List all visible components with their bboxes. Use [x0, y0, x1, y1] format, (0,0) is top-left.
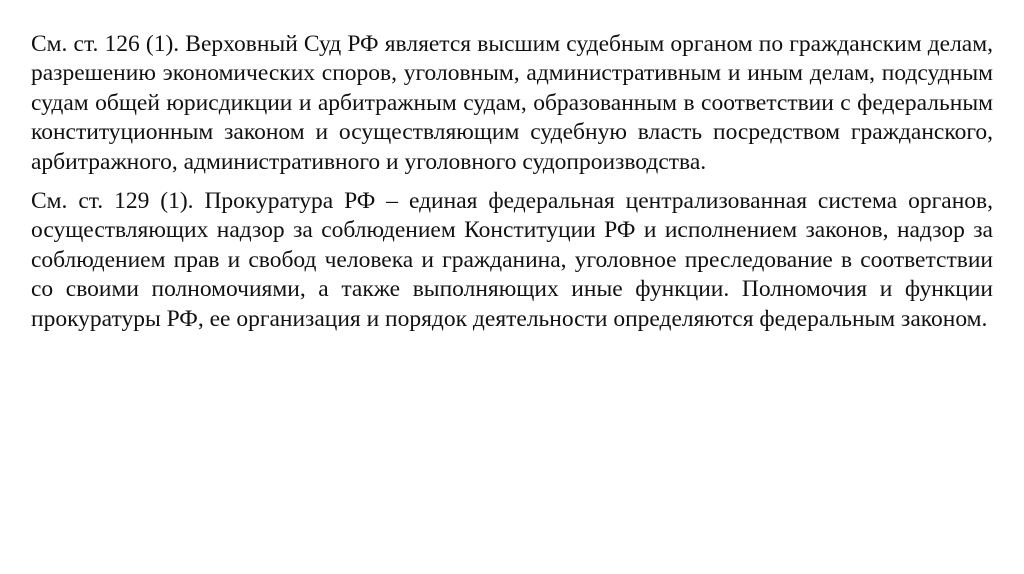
paragraph-article-129: См. ст. 129 (1). Прокуратура РФ – единая федеральная централизованная система органов, осуществляющих надзор за соблюдением Конституции РФ и исполнением законов, надзор за соблюдением прав и свобод человека и гражданина, уголовное преследование в соответствии со своими полномочиями, а также выполняющих иные функции. Полномочия и функции прокуратуры РФ, ее организация и порядок деятельности определяются федеральным законом.	[31, 188, 993, 332]
paragraph-article-126: См. ст. 126 (1). Верховный Суд РФ является высшим судебным органом по гражданским делам, разрешению экономических споров, уголовным, административным и иным делам, подсудным судам общей юрисдикции и арбитражным судам, образованным в соответствии с федеральным конституционным законом и осуществляющим судебную власть посредством гражданского, арбитражного, административного и уголовного судопроизводства.	[31, 31, 993, 175]
